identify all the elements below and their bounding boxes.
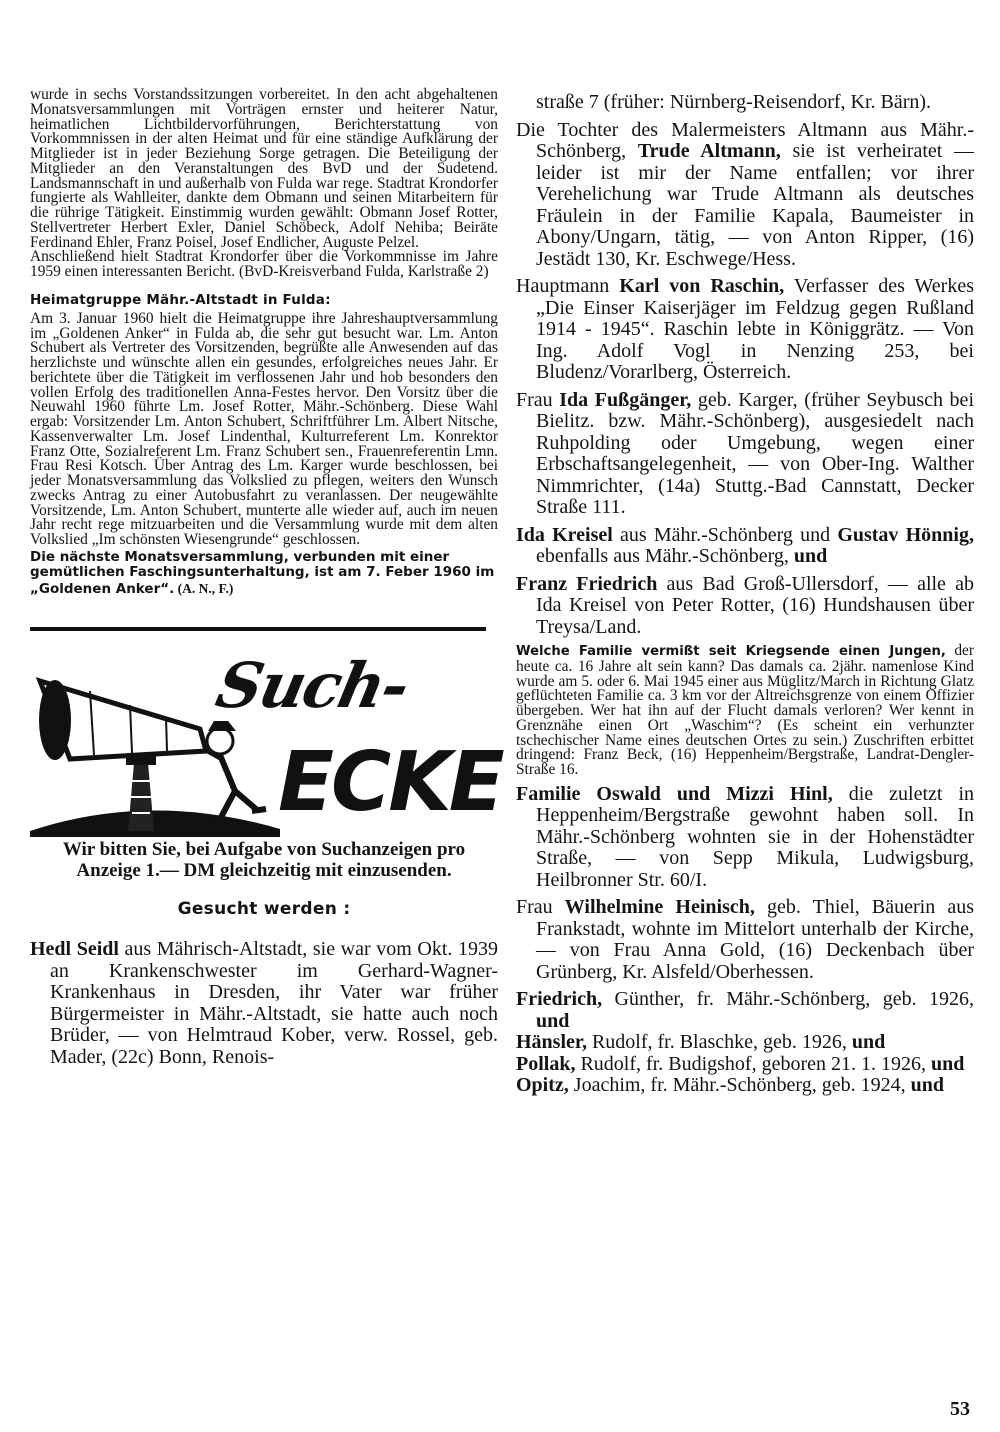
search-entry: Frau Wilhelmine Heinisch, geb. Thiel, Bäuerin aus Frankstadt, wohnte im Mittelort unterhalb der Kirche, — von Frau Anna Gold, (16) Deckenbach über Grünberg, Kr. Alsfeld/Oberhessen. bbox=[516, 896, 974, 983]
next-meeting-notice: Die nächste Monatsversammlung, verbunden mit einer gemütlichen Faschingsunterhaltung, ist am 7. Feber 1960 im „Goldenen Anker“. (A. N., F.) bbox=[30, 548, 495, 597]
logo-script-text: Such- bbox=[210, 649, 415, 723]
search-entry-continued: straße 7 (früher: Nürnberg-Reisendorf, Kr. Bärn). bbox=[536, 91, 932, 113]
search-entry: Pollak, Rudolf, fr. Budigshof, geboren 21. 1. 1926, und bbox=[516, 1052, 965, 1075]
page-number: 53 bbox=[950, 1398, 970, 1420]
search-entry: Familie Oswald und Mizzi Hinl, die zuletzt in Heppenheim/Bergstraße gewohnt haben soll. In Mähr.-Schönberg wohnten sie in der Hohenstädter Straße, — von Sepp Mikula, Ludwigsburg, Heilbronner Str. 60/I. bbox=[516, 782, 975, 891]
search-entry-boy: Welche Familie vermißt seit Kriegsende einen Jungen, der heute ca. 16 Jahre alt sein kann? Das damals ca. 2jähr. namenlose Kind wurde am 5. oder 6. Mai 1945 einer aus Müglitz/March in Richtung Glatz geflüchteten Familie ca. 3 km vor der Altreichsgrenze von einem Offizier übergeben. Wer hat ihn auf der Flucht damals verloren? Wer kennt in Grenznähe einen Ort „Waschim“? (Es scheint ein verhunzter tschechischer Name eines deutschen Ortes zu sein.) Zuschriften erbittet dringend: Franz Beck, (16) Heppenheim/Bergstraße, Landrat-Dengler-Straße 16. bbox=[516, 642, 974, 778]
search-entry: Hauptmann Karl von Raschin, Verfasser des Werkes „Die Einser Kaiserjäger im Feldzug gegen Rußland 1914 - 1945“. Raschin lebte in Königgrätz. — Von Ing. Adolf Vogl in Nenzing 253, bei Bludenz/Vorarlberg, Österreich. bbox=[516, 275, 974, 383]
section-heading: Heimatgruppe Mähr.-Altstadt in Fulda: bbox=[30, 291, 331, 308]
wanted-heading: Gesucht werden : bbox=[177, 899, 351, 920]
article-fulda bbox=[30, 88, 498, 280]
search-entry: Franz Friedrich aus Bad Groß-Ullersdorf, — alle ab Ida Kreisel von Peter Rotter, (16) Hundshausen über Treysa/Land. bbox=[516, 572, 974, 638]
search-entry: Ida Kreisel aus Mähr.-Schönberg und Gustav Hönnig, ebenfalls aus Mähr.-Schönberg, und bbox=[516, 523, 974, 567]
article-paragraph: wurde in sechs Vorstandssitzungen vorbereitet. In den acht abgehaltenen Monatsversammlungen mit Vorträgen ernster und heiterer Natur, heimatlichen Lichtbildervorführungen, Berichterstattung von Vorkommnissen in der alten Heimat und für eine ständige Aufklärung der Mitglieder ist in jeder Beziehung Sorge getragen. Die Beteiligung der Mitglieder an den Veranstaltungen des BvD und der Sudetend. Landsmannschaft in und außerhalb von Fulda war rege. Stadtrat Krondorfer fungierte als Wahlleiter, dankte dem Obmann und seinen Mitarbeitern für die rührige Tätigkeit. Einstimmig wurden gewählt: Obmann Josef Rotter, Stellvertreter Herbert Exler, Daniel Schöbeck, Adolf Nehiba; Beiräte Ferdinand Ehler, Franz Poisel, Josef Endlicher, Auguste Pelzel. bbox=[30, 86, 498, 251]
article-paragraph: Am 3. Januar 1960 hielt die Heimatgruppe ihre Jahreshauptversammlung im „Goldenen Anker“ in Fulda ab, die sehr gut besucht war. Lm. Anton Schubert als Vertreter des Vorsitzenden, begrüßte alle Anwesenden auf das herzlichste und wünschte allen ein gesundes, erfolgreiches neues Jahr. Er berichtete über die Tätigkeit im verflossenen Jahr und hob besonders den vollen Erfolg des traditionellen Anna-Festes hervor. Den Vorsitz über die Neuwahl 1960 führte Lm. Josef Rotter, Mähr.-Schönberg. Diese Wahl ergab: Vorsitzender Lm. Anton Schubert, Schriftführer Lm. Albert Nitsche, Kassenverwalter Lm. Josef Lindenthal, Kulturreferent Lm. Konrektor Franz Otte, Sozialreferent Lm. Franz Schubert sen., Frauenreferentin Lmn. Frau Resi Kotsch. Über Antrag des Lm. Karger wurde beschlossen, bei jeder Monatsversammlung das Volkslied zu pflegen, weiters den Wunsch zwecks Antrag zu einer Autobusfahrt zu veranlassen. Der neugewählte Vorsitzende, Lm. Anton Schubert, munterte alle wieder auf, auch im neuen Jahr recht rege mitzuarbeiten und die Versammlung wurde mit dem alten Volkslied „Im schönsten Wiesengrunde“ geschlossen. bbox=[30, 309, 498, 548]
article-altstadt bbox=[30, 309, 498, 548]
article-paragraph: Anschließend hielt Stadtrat Krondorfer über die Vorkommnisse im Jahre 1959 einen interessanten Bericht. (BvD-Kreisverband Fulda, Karlstraße 2) bbox=[30, 248, 498, 280]
search-entry: Hedl Seidl aus Mährisch-Altstadt, sie war vom Okt. 1939 an Krankenschwester im Gerhard-Wagner-Krankenhaus in Dresden, ihr Vater war früher Bürgermeister in Mähr.-Altstadt, sie hatte auch noch Brüder, — von Helmtraud Kober, verw. Rossel, geb. Mader, (22c) Bonn, Renois- bbox=[30, 938, 498, 1068]
search-entry: Hänsler, Rudolf, fr. Blaschke, geb. 1926, und bbox=[516, 1031, 886, 1054]
right-column bbox=[516, 92, 974, 1097]
such-ecke-logo bbox=[30, 641, 502, 837]
search-entry: Die Tochter des Malermeisters Altmann aus Mähr.-Schönberg, Trude Altmann, sie ist verheiratet — leider ist mir der Name entfallen; vor ihrer Verehelichung war Trude Altmann als deutsches Fräulein in der Familie Kapala, Baumeister in Abony/Ungarn, tätig, — von Anton Ripper, (16) Jestädt 130, Kr. Eschwege/Hess. bbox=[516, 118, 974, 270]
search-entry: Friedrich, Günther, fr. Mähr.-Schönberg, geb. 1926, und bbox=[516, 988, 974, 1032]
search-entry: Opitz, Joachim, fr. Mähr.-Schönberg, geb. 1924, und bbox=[516, 1074, 944, 1097]
left-column bbox=[30, 86, 502, 1074]
fee-notice: Wir bitten Sie, bei Aufgabe von Suchanzeigen pro Anzeige 1.— DM gleichzeitig mit einzusenden. bbox=[62, 839, 466, 882]
logo-block-text: ECKE bbox=[278, 735, 502, 831]
search-entry: Frau Ida Fußgänger, geb. Karger, (früher Seybusch bei Bielitz. bzw. Mähr.-Schönberg), ausgesiedelt nach Ruhpolding oder Umgebung, wegen einer Erbschaftsangelegenheit, — von Ober-Ing. Walther Nimmrichter, (14a) Stuttg.-Bad Cannstatt, Decker Straße 111. bbox=[516, 388, 974, 518]
divider bbox=[30, 627, 486, 631]
